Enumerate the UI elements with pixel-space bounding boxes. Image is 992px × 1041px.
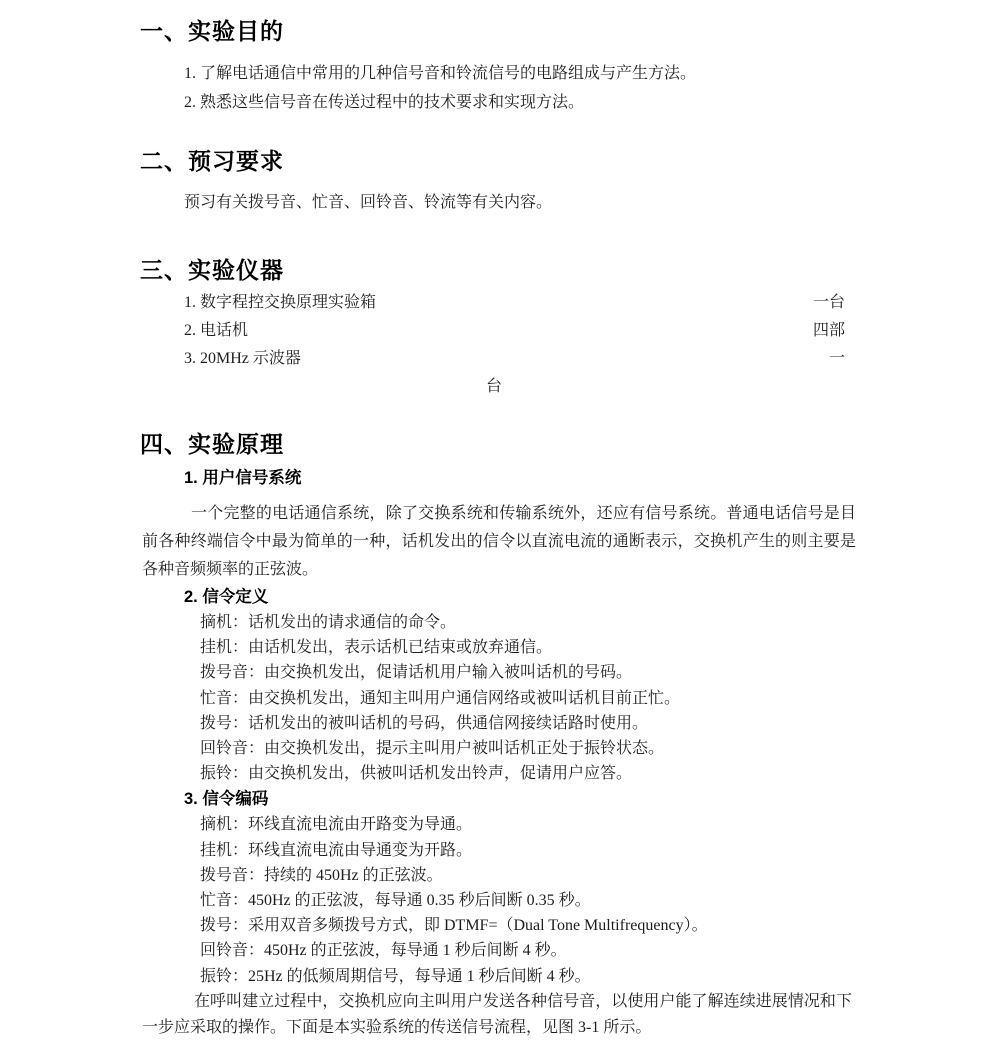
subsection-title-signal-coding: 3. 信令编码 bbox=[184, 790, 269, 809]
purpose-list bbox=[184, 60, 992, 117]
definition-line: 拨号音：由交换机发出，促请话机用户输入被叫话机的号码。 bbox=[200, 664, 633, 682]
coding-line: 拨号：采用双音多频拨号方式，即 DTMF=（Dual Tone Multifrequency）。 bbox=[200, 917, 708, 935]
equipment-qty: 四部 bbox=[812, 322, 845, 339]
section-heading-purpose: 一、实验目的 bbox=[140, 18, 284, 44]
purpose-item-1: 1. 了解电话通信中常用的几种信号音和铃流信号的电路组成与产生方法。 bbox=[184, 65, 697, 82]
signal-definition-list bbox=[200, 610, 992, 786]
definition-line: 拨号：话机发出的被叫话机的号码，供通信网接续话路时使用。 bbox=[200, 714, 649, 732]
equipment-qty: 一 bbox=[828, 350, 845, 367]
equipment-qty: 一台 bbox=[812, 294, 845, 311]
equipment-row bbox=[184, 289, 845, 317]
equipment-name: 3. 20MHz 示波器 bbox=[184, 350, 301, 367]
section-heading-principle: 四、实验原理 bbox=[140, 431, 284, 457]
preview-paragraph: 预习有关拨号音、忙音、回铃音、铃流等有关内容。 bbox=[184, 194, 553, 211]
subsection-title-signal-definition: 2. 信令定义 bbox=[184, 588, 269, 606]
coding-line: 摘机：环线直流电流由开路变为导通。 bbox=[200, 816, 473, 834]
closing-paragraph: 在呼叫建立过程中，交换机应向主叫用户发送各种信号音，以使用户能了解连续进展情况和下一步应采取的操作。下面是本实验系统的传送信号流程，见图 3-1 所示。 bbox=[142, 992, 852, 1036]
equipment-qty-wrapped: 台 bbox=[485, 378, 502, 395]
equipment-row bbox=[184, 345, 845, 373]
coding-line: 拨号音：持续的 450Hz 的正弦波。 bbox=[200, 866, 443, 884]
user-signal-system-paragraph: 一个完整的电话通信系统，除了交换系统和传输系统外，还应有信号系统。普通电话信号是目前各种终端信令中最为简单的一种，话机发出的信令以直流电流的通断表示，交换机产生的则主要是各种音频频率的正弦波。 bbox=[142, 505, 856, 578]
purpose-item-2: 2. 熟悉这些信号音在传送过程中的技术要求和实现方法。 bbox=[184, 93, 585, 111]
definition-line: 摘机：话机发出的请求通信的命令。 bbox=[200, 614, 457, 631]
definition-line: 回铃音：由交换机发出，提示主叫用户被叫话机正处于振铃状态。 bbox=[200, 740, 665, 758]
equipment-list bbox=[184, 289, 845, 401]
definition-line: 忙音：由交换机发出，通知主叫用户通信网络或被叫话机目前正忙。 bbox=[200, 689, 681, 707]
section-heading-preview: 二、预习要求 bbox=[140, 148, 284, 174]
subsection-title-user-signal-system: 1. 用户信号系统 bbox=[184, 469, 302, 487]
equipment-name: 2. 电话机 bbox=[184, 322, 249, 339]
coding-line: 忙音：450Hz 的正弦波，每导通 0.35 秒后间断 0.35 秒。 bbox=[200, 892, 591, 910]
definition-line: 挂机：由话机发出，表示话机已结束或放弃通信。 bbox=[200, 639, 553, 657]
coding-line: 挂机：环线直流电流由导通变为开路。 bbox=[200, 841, 473, 859]
definition-line: 振铃：由交换机发出，供被叫话机发出铃声，促请用户应答。 bbox=[200, 765, 633, 783]
coding-line: 振铃：25Hz 的低频周期信号，每导通 1 秒后间断 4 秒。 bbox=[200, 967, 591, 985]
equipment-row bbox=[184, 317, 845, 345]
coding-line: 回铃音：450Hz 的正弦波，每导通 1 秒后间断 4 秒。 bbox=[200, 942, 567, 960]
equipment-name: 1. 数字程控交换原理实验箱 bbox=[184, 294, 377, 311]
signal-coding-list bbox=[200, 812, 992, 988]
section-heading-instruments: 三、实验仪器 bbox=[140, 257, 284, 283]
